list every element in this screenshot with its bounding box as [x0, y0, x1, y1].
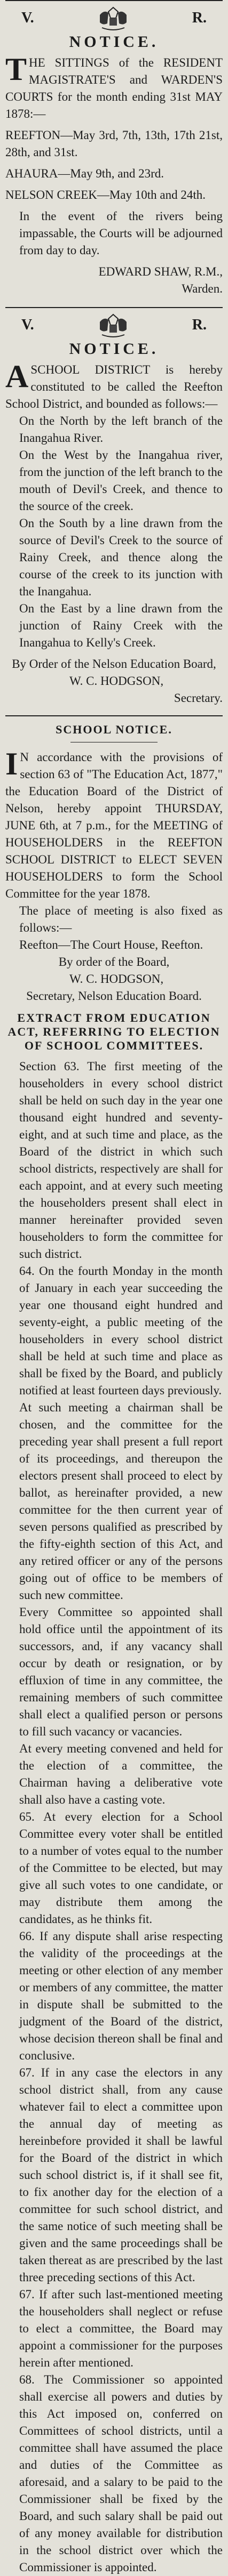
royal-arms-icon [95, 311, 132, 339]
boundary-west: On the West by the Inangahua river, from the junction of the left branch to the mouth of Devil's Creek, and thence to the source of the creek. [19, 448, 223, 513]
adjournment-note: In the event of the rivers being impassable, the Courts will be adjourned from day to day. [19, 209, 223, 257]
court-sittings-text: HE SITTINGS of the RESIDENT MAGISTRATE'S and WARDEN'S COURTS for the month ending 31st MAY 1878:— [5, 56, 223, 120]
section-67: 67. If in any case the electors in any school district shall, from any cause whatever fail to elect a committee upon the annual day of meeting as hereinbefore provided it shall be lawful for the Board of the district in which such school district is, if it shall see fit, to fix another day for the election of a committee for such school district, and the same notice of such meeting shall be given and the same proceedings shall be taken thereat as are prescribed by the last three preceding sections of this Act. [19, 2066, 223, 2284]
v-letter: V. [21, 317, 34, 333]
school-district-intro [5, 361, 223, 413]
royal-arms-icon [95, 4, 132, 32]
section-63: Section 63. The first meeting of the householders in every school district shall be held on such day in the year one thousand eight hundred and seventy-eight, and at such time and place, as the Board of the district in which such school districts, respectively are shall for each appoint, and at every such meeting the householders present shall elect in manner hereinafter provided seven householders to form the committee for such district. [19, 1060, 223, 1261]
boundary-east: On the East by a line drawn from the junction of Rainy Creek with the Inangahua to Kelly's Creek. [19, 602, 223, 649]
signer-title: Secretary, Nelson Education Board. [26, 989, 202, 1003]
court-sittings-intro [5, 54, 223, 123]
section-65: 65. At every election for a School Committee every voter shall be entitled to a number of votes equal to the number of the Committee to be elected, but may give all such votes to one candidate, or may distribute them among the candidates, as he thinks fit. [19, 1810, 223, 1926]
drop-cap: I [5, 746, 18, 781]
extract-heading: EXTRACT FROM EDUCATION ACT, REFERRING TO ELECTION OF SCHOOL COMMITTEES. [7, 1011, 221, 1052]
section-64-committee: Every Committee so appointed shall hold office until the appointment of its successors, and, if any vacancy shall occur by death or resignation, or by effluxion of time in any committee, the remaining members of such committee shall elect a qualified person or persons to fill such vacancy or vacancies. [19, 1605, 223, 1738]
royal-header [5, 308, 223, 339]
section-66: 66. If any dispute shall arise respecting the validity of the proceedings at the meeting or other election of any member or members of any committee, the matter in dispute shall be submitted to the judgment of the Board of the district, whose decision thereon shall be final and conclusive. [19, 1929, 223, 2062]
school-notice-text: N accordance with the provisions of section 63 of "The Education Act, 1877," the Education Board of the District of Nelson, hereby appoint THURSDAY, JUNE 6th, at 7 p.m., for the MEETING of HOUSEHOLDERS in the REEFTON SCHOOL DISTRICT to ELECT SEVEN HOUSEHOLDERS to form the School Committee for the year 1878. [5, 750, 223, 900]
signer-name: W. C. HODGSON, [69, 674, 164, 688]
signer-title: Secretary. [174, 691, 223, 705]
school-district-text: SCHOOL DISTRICT is hereby constituted to be called the Reefton School District, and bounded as follows:— [5, 363, 223, 410]
drop-cap: T [5, 52, 27, 87]
reefton-dates: REEFTON—May 3rd, 7th, 13th, 17th 21st, 28th, and 31st. [5, 128, 223, 159]
signer-title: Warden. [182, 282, 223, 295]
boundary-south: On the South by a line drawn from the source of Devil's Creek to the source of Rainy Creek, and thence along the course of the creek to its junction with the Inangahua. [19, 516, 223, 598]
meeting-venue: Reefton—The Court House, Reefton. [19, 938, 203, 951]
board-order: By Order of the Nelson Education Board, [12, 657, 216, 671]
r-letter: R. [192, 10, 207, 26]
notice-heading: NOTICE. [69, 340, 159, 358]
drop-cap: A [5, 359, 29, 394]
section-64-chairman: At such meeting a chairman shall be chosen, and the committee for the preceding year shall present a full report of its proceedings, and thereupon the electors present shall proceed to elect by ballot, as hereinafter provided, a new committee for the then current year of seven persons qualified as prescribed by the fifty-eighth section of this Act, and any retired officer or any of the persons going out of office to be members of such new committee. [19, 1401, 223, 1602]
royal-header [5, 1, 223, 32]
ahaura-dates: AHAURA—May 9th, and 23rd. [5, 167, 164, 180]
section-64: 64. On the fourth Monday in the month of January in each year succeeding the year one thousand eight hundred and seventy-eight, a public meeting of the householders in every school district shall be held at such time and place as shall be fixed by the Board, and publicly notified at least fourteen days previously. [19, 1264, 223, 1397]
signer-name: W. C. HODGSON, [69, 972, 164, 986]
divider-rule [5, 715, 223, 716]
signer-name: EDWARD SHAW, R.M., [98, 265, 223, 278]
r-letter: R. [192, 317, 207, 333]
nelson-creek-dates: NELSON CREEK—May 10th and 24th. [5, 188, 206, 201]
section-68: 68. The Commissioner so appointed shall exercise all powers and duties by this Act imposed on, conferred on Committees of school districts, until a committee shall have assumed the place and duties of the Committee as aforesaid, and a salary to be paid to the Commissioner shall be fixed by the Board, and such salary shall be paid out of any money available for distribution in the school district over which the Commissioner is appointed. [19, 2373, 223, 2574]
boundary-north: On the North by the left branch of the Inangahua River. [19, 414, 223, 445]
notice-heading: NOTICE. [69, 33, 159, 51]
meeting-place-note: The place of meeting is also fixed as follows:— [19, 904, 223, 934]
section-67-commissioner: 67. If after such last-mentioned meeting the householders shall neglect or refuse to elect a committee, the Board may appoint a commissioner for the purposes herein after mentioned. [19, 2288, 223, 2369]
school-notice-heading: SCHOOL NOTICE. [56, 723, 172, 736]
v-letter: V. [21, 10, 34, 26]
board-order: By order of the Board, [58, 955, 170, 968]
school-notice-body [5, 746, 223, 902]
section-64-casting-vote: At every meeting convened and held for the election of a committee, the Chairman having a deliberative vote shall also have a casting vote. [19, 1742, 223, 1806]
